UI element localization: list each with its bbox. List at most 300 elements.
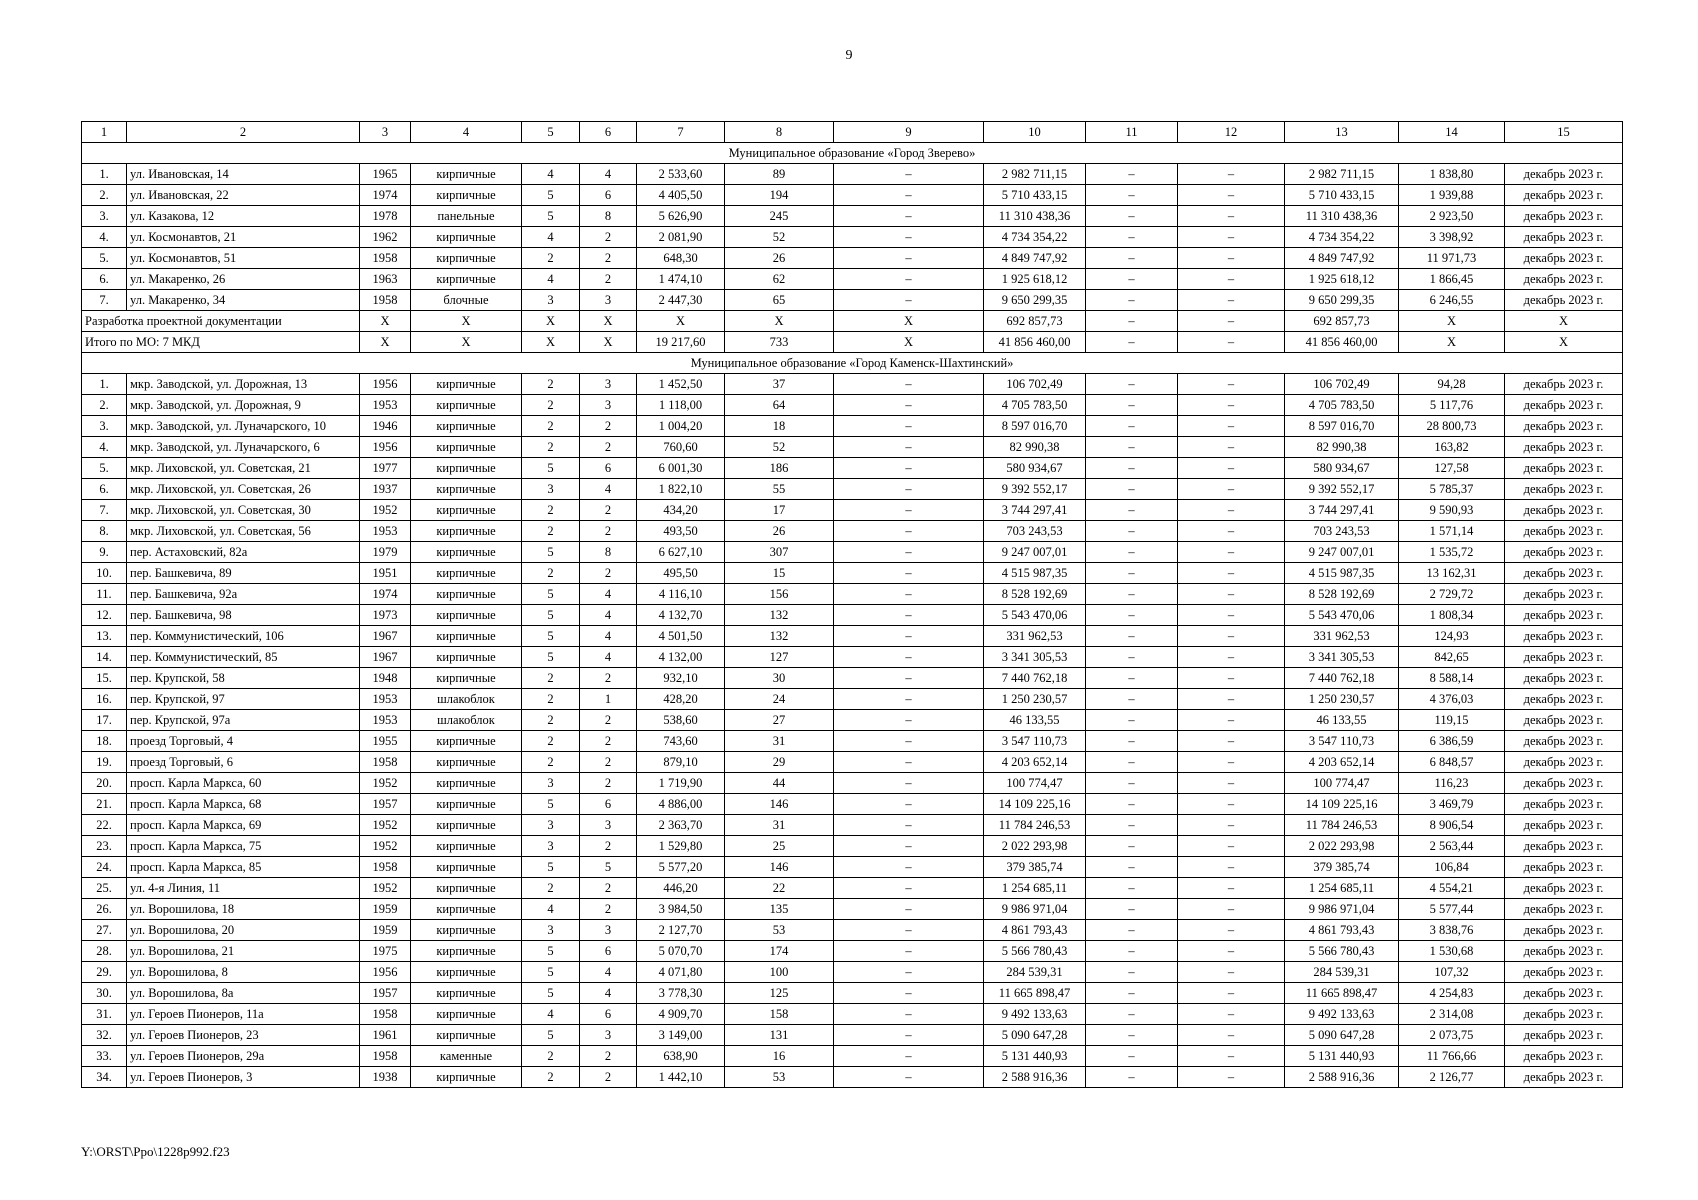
table-cell: 2. <box>82 395 127 416</box>
table-cell: 11 784 246,53 <box>984 815 1086 836</box>
table-cell: декабрь 2023 г. <box>1505 458 1623 479</box>
table-cell: 1959 <box>360 920 411 941</box>
table-cell: 5 131 440,93 <box>984 1046 1086 1067</box>
table-cell: 82 990,38 <box>984 437 1086 458</box>
table-cell: 2 533,60 <box>637 164 725 185</box>
summary-row <box>82 332 1623 353</box>
address-cell: ул. Макаренко, 34 <box>127 290 360 311</box>
table-cell: 3. <box>82 206 127 227</box>
table-cell: 1956 <box>360 374 411 395</box>
table-cell: 52 <box>725 227 834 248</box>
address-cell: ул. Героев Пионеров, 23 <box>127 1025 360 1046</box>
table-cell: 64 <box>725 395 834 416</box>
table-cell: 2 588 916,36 <box>1285 1067 1399 1088</box>
section-title-row <box>82 353 1623 374</box>
table-cell: декабрь 2023 г. <box>1505 248 1623 269</box>
table-row <box>82 668 1623 689</box>
table-row <box>82 710 1623 731</box>
table-cell: 1938 <box>360 1067 411 1088</box>
table-row <box>82 1067 1623 1088</box>
table-cell: 842,65 <box>1399 647 1505 668</box>
table-cell: 19. <box>82 752 127 773</box>
table-cell: кирпичные <box>411 458 522 479</box>
table-cell: кирпичные <box>411 269 522 290</box>
table-cell: 2 <box>522 1046 580 1067</box>
table-row <box>82 605 1623 626</box>
table-cell: – <box>1086 920 1178 941</box>
table-cell: 4 734 354,22 <box>984 227 1086 248</box>
table-cell: 127 <box>725 647 834 668</box>
column-number-cell: 4 <box>411 122 522 143</box>
table-cell: – <box>1178 605 1285 626</box>
table-cell: 5 577,20 <box>637 857 725 878</box>
table-cell: – <box>1178 563 1285 584</box>
table-cell: декабрь 2023 г. <box>1505 668 1623 689</box>
table-cell: – <box>1086 374 1178 395</box>
table-cell: декабрь 2023 г. <box>1505 878 1623 899</box>
table-cell: – <box>834 269 984 290</box>
table-cell: 29. <box>82 962 127 983</box>
table-cell: декабрь 2023 г. <box>1505 794 1623 815</box>
table-cell: 1 442,10 <box>637 1067 725 1088</box>
table-cell: – <box>1086 794 1178 815</box>
table-cell: – <box>834 626 984 647</box>
table-cell: 3 341 305,53 <box>984 647 1086 668</box>
section-title: Муниципальное образование «Город Зверево» <box>82 143 1623 164</box>
table-cell: 2 <box>522 1067 580 1088</box>
table-cell: шлакоблок <box>411 710 522 731</box>
table-cell: 1937 <box>360 479 411 500</box>
table-row <box>82 962 1623 983</box>
table-cell: 11 784 246,53 <box>1285 815 1399 836</box>
table-cell: 135 <box>725 899 834 920</box>
table-cell: 16. <box>82 689 127 710</box>
table-cell: – <box>1178 248 1285 269</box>
table-cell: декабрь 2023 г. <box>1505 1067 1623 1088</box>
table-cell: X <box>725 311 834 332</box>
table-cell: 44 <box>725 773 834 794</box>
address-cell: ул. Ивановская, 14 <box>127 164 360 185</box>
table-cell: 132 <box>725 626 834 647</box>
table-cell: 1 939,88 <box>1399 185 1505 206</box>
table-cell: 11 766,66 <box>1399 1046 1505 1067</box>
table-cell: 3 341 305,53 <box>1285 647 1399 668</box>
table-row <box>82 185 1623 206</box>
table-cell: 2 <box>580 731 637 752</box>
table-cell: 1952 <box>360 878 411 899</box>
table-cell: 2 <box>580 668 637 689</box>
table-cell: 4 <box>522 227 580 248</box>
table-cell: 4 705 783,50 <box>1285 395 1399 416</box>
table-cell: 932,10 <box>637 668 725 689</box>
table-cell: 1 822,10 <box>637 479 725 500</box>
column-number-cell: 3 <box>360 122 411 143</box>
table-cell: декабрь 2023 г. <box>1505 752 1623 773</box>
table-cell: 2 447,30 <box>637 290 725 311</box>
table-cell: декабрь 2023 г. <box>1505 647 1623 668</box>
table-cell: 379 385,74 <box>1285 857 1399 878</box>
table-cell: 2 <box>522 248 580 269</box>
table-cell: 1 866,45 <box>1399 269 1505 290</box>
table-cell: 648,30 <box>637 248 725 269</box>
table-cell: 4 132,00 <box>637 647 725 668</box>
table-cell: – <box>1086 248 1178 269</box>
table-cell: декабрь 2023 г. <box>1505 962 1623 983</box>
table-cell: – <box>1178 794 1285 815</box>
table-cell: – <box>834 458 984 479</box>
table-row <box>82 269 1623 290</box>
table-cell: 3 <box>580 395 637 416</box>
table-cell: – <box>834 1025 984 1046</box>
table-cell: 5 566 780,43 <box>1285 941 1399 962</box>
table-cell: 3 <box>522 836 580 857</box>
table-cell: 1946 <box>360 416 411 437</box>
table-cell: X <box>834 332 984 353</box>
table-cell: 2 <box>580 899 637 920</box>
table-cell: – <box>834 500 984 521</box>
table-cell: 5 <box>522 962 580 983</box>
table-cell: X <box>580 311 637 332</box>
table-cell: 5 <box>522 185 580 206</box>
table-cell: – <box>1086 395 1178 416</box>
table-cell: 3 149,00 <box>637 1025 725 1046</box>
table-cell: 703 243,53 <box>984 521 1086 542</box>
table-cell: декабрь 2023 г. <box>1505 500 1623 521</box>
table-cell: – <box>1178 1067 1285 1088</box>
table-cell: декабрь 2023 г. <box>1505 1025 1623 1046</box>
table-cell: кирпичные <box>411 542 522 563</box>
table-cell: – <box>834 206 984 227</box>
table-row <box>82 206 1623 227</box>
table-cell: – <box>834 689 984 710</box>
table-cell: 1. <box>82 164 127 185</box>
address-cell: ул. Ворошилова, 21 <box>127 941 360 962</box>
table-cell: 2 <box>522 878 580 899</box>
table-cell: 4 <box>580 962 637 983</box>
table-cell: – <box>1178 479 1285 500</box>
table-cell: 3 469,79 <box>1399 794 1505 815</box>
table-cell: кирпичные <box>411 857 522 878</box>
table-cell: кирпичные <box>411 983 522 1004</box>
table-cell: 4 849 747,92 <box>984 248 1086 269</box>
address-cell: мкр. Лиховской, ул. Советская, 30 <box>127 500 360 521</box>
table-cell: 30. <box>82 983 127 1004</box>
table-cell: X <box>580 332 637 353</box>
table-cell: 1961 <box>360 1025 411 1046</box>
table-cell: 194 <box>725 185 834 206</box>
summary-row <box>82 311 1623 332</box>
table-cell: – <box>1178 458 1285 479</box>
table-cell: декабрь 2023 г. <box>1505 416 1623 437</box>
table-cell: кирпичные <box>411 185 522 206</box>
table-cell: 245 <box>725 206 834 227</box>
table-cell: декабрь 2023 г. <box>1505 710 1623 731</box>
table-cell: 1 254 685,11 <box>1285 878 1399 899</box>
table-cell: – <box>834 290 984 311</box>
table-cell: 94,28 <box>1399 374 1505 395</box>
table-cell: декабрь 2023 г. <box>1505 374 1623 395</box>
table-cell: 5 543 470,06 <box>1285 605 1399 626</box>
table-cell: 2 588 916,36 <box>984 1067 1086 1088</box>
table-cell: 4 734 354,22 <box>1285 227 1399 248</box>
table-cell: 6 <box>580 185 637 206</box>
table-cell: – <box>1178 689 1285 710</box>
table-row <box>82 227 1623 248</box>
table-cell: 5. <box>82 458 127 479</box>
table-cell: 8 588,14 <box>1399 668 1505 689</box>
table-cell: 2 <box>522 521 580 542</box>
table-cell: 5 <box>522 206 580 227</box>
table-cell: 158 <box>725 1004 834 1025</box>
table-cell: 3 <box>580 1025 637 1046</box>
table-row <box>82 899 1623 920</box>
table-cell: – <box>1086 605 1178 626</box>
table-cell: кирпичные <box>411 248 522 269</box>
table-cell: декабрь 2023 г. <box>1505 689 1623 710</box>
table-cell: 186 <box>725 458 834 479</box>
table-cell: 156 <box>725 584 834 605</box>
table-cell: 2 <box>580 752 637 773</box>
address-cell: ул. Ворошилова, 20 <box>127 920 360 941</box>
column-number-cell: 5 <box>522 122 580 143</box>
table-cell: – <box>834 815 984 836</box>
table-row <box>82 815 1623 836</box>
table-cell: 4 <box>522 269 580 290</box>
table-cell: 3 547 110,73 <box>1285 731 1399 752</box>
table-cell: 163,82 <box>1399 437 1505 458</box>
table-body <box>82 122 1623 1088</box>
address-cell: ул. Макаренко, 26 <box>127 269 360 290</box>
address-cell: ул. Ворошилова, 8 <box>127 962 360 983</box>
table-cell: декабрь 2023 г. <box>1505 773 1623 794</box>
table-cell: 5 <box>522 983 580 1004</box>
table-cell: 26. <box>82 899 127 920</box>
table-cell: 6. <box>82 269 127 290</box>
table-cell: 4 <box>580 584 637 605</box>
table-cell: 52 <box>725 437 834 458</box>
table-cell: кирпичные <box>411 1004 522 1025</box>
table-row <box>82 248 1623 269</box>
table-cell: 4 203 652,14 <box>984 752 1086 773</box>
table-cell: 1953 <box>360 395 411 416</box>
table-cell: 131 <box>725 1025 834 1046</box>
table-cell: – <box>1178 962 1285 983</box>
table-cell: – <box>834 584 984 605</box>
footer-file-path: Y:\ORST\Ppo\1228p992.f23 <box>81 1144 230 1159</box>
table-row <box>82 626 1623 647</box>
table-cell: – <box>1086 1004 1178 1025</box>
table-cell: 1 004,20 <box>637 416 725 437</box>
table-cell: 10. <box>82 563 127 584</box>
table-row <box>82 542 1623 563</box>
table-cell: – <box>1178 1046 1285 1067</box>
table-cell: 6 246,55 <box>1399 290 1505 311</box>
table-cell: – <box>1178 584 1285 605</box>
table-cell: 2 <box>522 416 580 437</box>
table-cell: – <box>1086 542 1178 563</box>
table-cell: 11 665 898,47 <box>984 983 1086 1004</box>
table-cell: – <box>1086 689 1178 710</box>
table-cell: 3 <box>522 815 580 836</box>
table-cell: 1956 <box>360 437 411 458</box>
table-cell: 2 314,08 <box>1399 1004 1505 1025</box>
table-cell: 1952 <box>360 773 411 794</box>
table-cell: кирпичные <box>411 899 522 920</box>
table-cell: 692 857,73 <box>1285 311 1399 332</box>
table-cell: 2 <box>580 1067 637 1088</box>
table-cell: 1 808,34 <box>1399 605 1505 626</box>
table-cell: декабрь 2023 г. <box>1505 857 1623 878</box>
table-cell: 23. <box>82 836 127 857</box>
table-cell: 2 127,70 <box>637 920 725 941</box>
table-cell: X <box>1505 332 1623 353</box>
table-cell: – <box>834 878 984 899</box>
table-cell: 2 022 293,98 <box>1285 836 1399 857</box>
table-cell: 1 529,80 <box>637 836 725 857</box>
table-cell: 1974 <box>360 185 411 206</box>
table-cell: 9 986 971,04 <box>984 899 1086 920</box>
table-cell: 1958 <box>360 1046 411 1067</box>
table-cell: 41 856 460,00 <box>1285 332 1399 353</box>
table-cell: – <box>1178 752 1285 773</box>
table-cell: – <box>834 899 984 920</box>
table-cell: кирпичные <box>411 227 522 248</box>
address-cell: пер. Астаховский, 82а <box>127 542 360 563</box>
table-cell: 6 001,30 <box>637 458 725 479</box>
table-cell: кирпичные <box>411 521 522 542</box>
table-cell: 3 744 297,41 <box>984 500 1086 521</box>
table-cell: – <box>1178 815 1285 836</box>
address-cell: ул. Космонавтов, 21 <box>127 227 360 248</box>
table-row <box>82 1046 1623 1067</box>
table-cell: 2 982 711,15 <box>984 164 1086 185</box>
housing-register-table <box>81 121 1623 1088</box>
table-cell: 5. <box>82 248 127 269</box>
address-cell: мкр. Заводской, ул. Луначарского, 10 <box>127 416 360 437</box>
table-cell: 14 109 225,16 <box>1285 794 1399 815</box>
table-row <box>82 857 1623 878</box>
table-cell: 30 <box>725 668 834 689</box>
table-cell: 2 126,77 <box>1399 1067 1505 1088</box>
table-cell: 2 <box>580 773 637 794</box>
table-cell: – <box>834 248 984 269</box>
table-cell: 2 <box>522 437 580 458</box>
table-cell: 37 <box>725 374 834 395</box>
table-cell: 4 <box>580 605 637 626</box>
table-cell: декабрь 2023 г. <box>1505 605 1623 626</box>
table-cell: – <box>834 857 984 878</box>
address-cell: мкр. Заводской, ул. Дорожная, 13 <box>127 374 360 395</box>
table-cell: 46 133,55 <box>984 710 1086 731</box>
table-cell: – <box>834 1004 984 1025</box>
table-cell: 1979 <box>360 542 411 563</box>
table-cell: декабрь 2023 г. <box>1505 836 1623 857</box>
table-cell: 2 <box>580 710 637 731</box>
table-cell: – <box>1086 521 1178 542</box>
table-cell: 2 <box>522 731 580 752</box>
column-number-cell: 15 <box>1505 122 1623 143</box>
table-cell: X <box>411 332 522 353</box>
table-cell: 4 705 783,50 <box>984 395 1086 416</box>
table-cell: 9 392 552,17 <box>1285 479 1399 500</box>
table-cell: 2 <box>580 1046 637 1067</box>
table-cell: 31. <box>82 1004 127 1025</box>
table-row <box>82 752 1623 773</box>
table-cell: 3 778,30 <box>637 983 725 1004</box>
address-cell: просп. Карла Маркса, 60 <box>127 773 360 794</box>
table-cell: 100 <box>725 962 834 983</box>
table-cell: – <box>1178 542 1285 563</box>
table-cell: 5 710 433,15 <box>984 185 1086 206</box>
table-row <box>82 794 1623 815</box>
table-cell: – <box>1086 752 1178 773</box>
table-cell: 1967 <box>360 647 411 668</box>
table-row <box>82 164 1623 185</box>
table-cell: 5 <box>522 857 580 878</box>
table-cell: 1977 <box>360 458 411 479</box>
table-cell: 879,10 <box>637 752 725 773</box>
column-number-cell: 6 <box>580 122 637 143</box>
table-cell: – <box>834 605 984 626</box>
table-cell: 5 <box>522 584 580 605</box>
table-cell: – <box>1178 437 1285 458</box>
address-cell: пер. Крупской, 58 <box>127 668 360 689</box>
table-cell: – <box>1086 962 1178 983</box>
table-cell: 27 <box>725 710 834 731</box>
table-cell: 3 <box>522 479 580 500</box>
table-cell: – <box>1178 983 1285 1004</box>
table-cell: 4 071,80 <box>637 962 725 983</box>
table-cell: 4. <box>82 227 127 248</box>
address-cell: ул. Казакова, 12 <box>127 206 360 227</box>
table-cell: X <box>411 311 522 332</box>
address-cell: ул. Ивановская, 22 <box>127 185 360 206</box>
table-cell: 4 <box>522 899 580 920</box>
table-cell: – <box>834 773 984 794</box>
table-cell: 8 528 192,69 <box>984 584 1086 605</box>
table-cell: 6 <box>580 794 637 815</box>
table-cell: – <box>1178 290 1285 311</box>
table-cell: 1 474,10 <box>637 269 725 290</box>
table-cell: 62 <box>725 269 834 290</box>
table-cell: – <box>834 395 984 416</box>
table-cell: 8 597 016,70 <box>1285 416 1399 437</box>
table-cell: 116,23 <box>1399 773 1505 794</box>
table-cell: – <box>1086 416 1178 437</box>
table-cell: – <box>1178 164 1285 185</box>
table-cell: – <box>1086 269 1178 290</box>
table-cell: 11 971,73 <box>1399 248 1505 269</box>
table-cell: – <box>1086 647 1178 668</box>
table-cell: 13. <box>82 626 127 647</box>
table-cell: кирпичные <box>411 416 522 437</box>
table-cell: 3. <box>82 416 127 437</box>
table-row <box>82 374 1623 395</box>
table-cell: – <box>1086 836 1178 857</box>
table-cell: 4 515 987,35 <box>1285 563 1399 584</box>
table-cell: 4 116,10 <box>637 584 725 605</box>
table-cell: 4 886,00 <box>637 794 725 815</box>
table-cell: 538,60 <box>637 710 725 731</box>
table-cell: – <box>1178 1004 1285 1025</box>
table-cell: – <box>834 374 984 395</box>
table-cell: 5 <box>522 647 580 668</box>
table-cell: – <box>1086 773 1178 794</box>
table-cell: 3 <box>580 374 637 395</box>
address-cell: ул. Ворошилова, 18 <box>127 899 360 920</box>
table-cell: – <box>834 941 984 962</box>
column-number-cell: 11 <box>1086 122 1178 143</box>
